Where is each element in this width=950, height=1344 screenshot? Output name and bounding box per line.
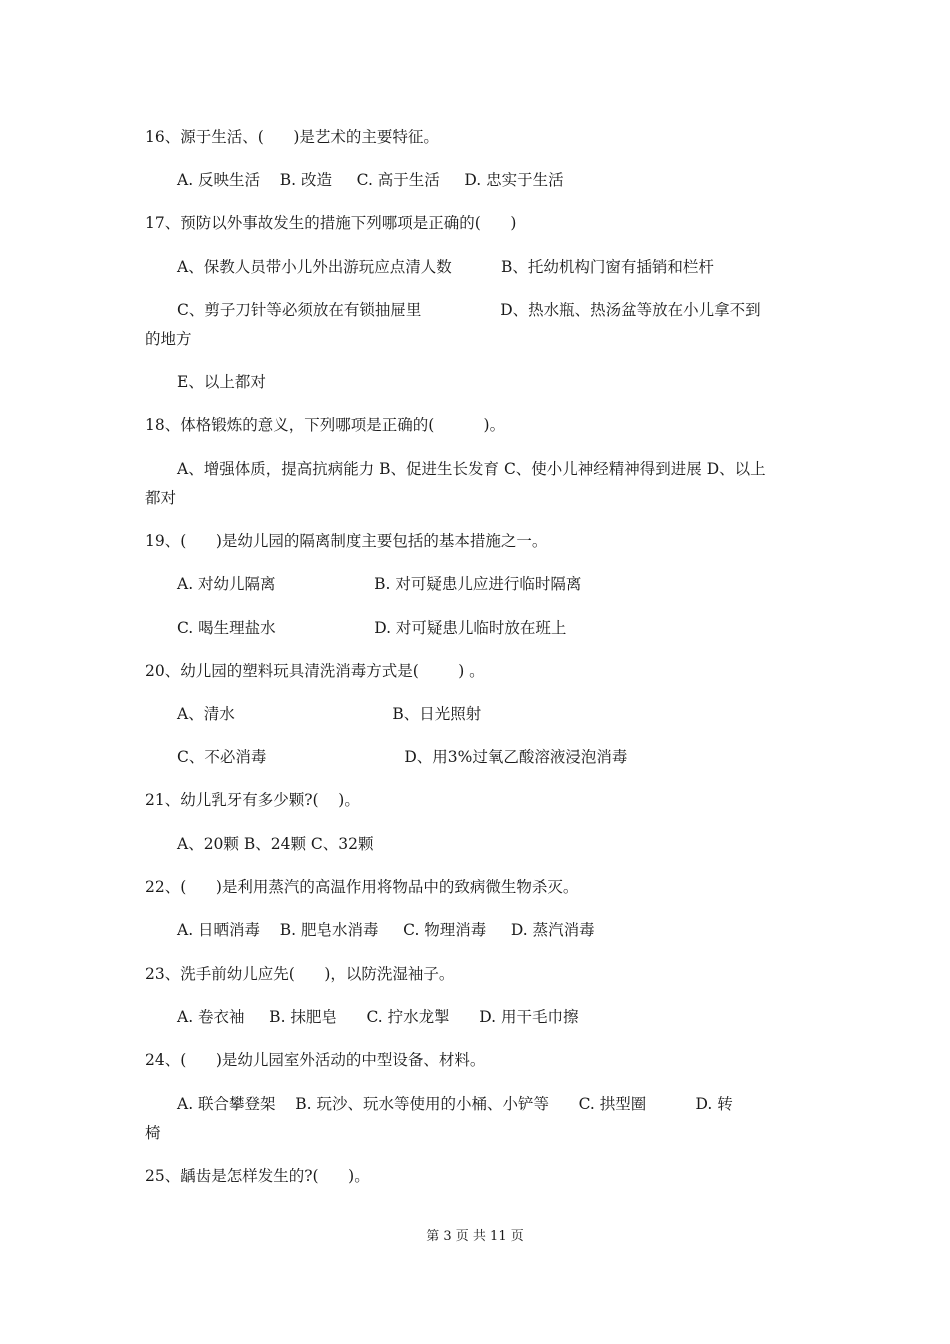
- question-22: 22、( )是利用蒸汽的高温作用将物品中的致病微生物杀灭。: [145, 878, 579, 896]
- question-20: 20、幼儿园的塑料玩具清洗消毒方式是( ) 。: [145, 662, 485, 680]
- question-17-options-cd-wrap: 的地方: [145, 330, 192, 348]
- question-16: 16、源于生活、( )是艺术的主要特征。: [145, 128, 439, 146]
- question-20-options-cd: C、不必消毒 D、用3%过氧乙酸溶液浸泡消毒: [177, 748, 628, 766]
- question-22-options: A. 日晒消毒 B. 肥皂水消毒 C. 物理消毒 D. 蒸汽消毒: [177, 921, 595, 939]
- question-19: 19、( )是幼儿园的隔离制度主要包括的基本措施之一。: [145, 532, 548, 550]
- question-16-options: A. 反映生活 B. 改造 C. 高于生活 D. 忠实于生活: [177, 171, 564, 189]
- question-18-options-wrap: 都对: [145, 489, 177, 507]
- question-18: 18、体格锻炼的意义，下列哪项是正确的( )。: [145, 416, 506, 434]
- question-19-options-ab: A. 对幼儿隔离 B. 对可疑患儿应进行临时隔离: [177, 575, 582, 593]
- question-23-options: A. 卷衣袖 B. 抹肥皂 C. 拧水龙掣 D. 用干毛巾擦: [177, 1008, 579, 1026]
- question-17-options-ab: A、保教人员带小儿外出游玩应点清人数 B、托幼机构门窗有插销和栏杆: [177, 258, 714, 276]
- question-17: 17、预防以外事故发生的措施下列哪项是正确的( ): [145, 214, 517, 232]
- question-21-options: A、20颗 B、24颗 C、32颗: [177, 835, 374, 853]
- question-20-options-ab: A、清水 B、日光照射: [177, 705, 482, 723]
- question-25: 25、龋齿是怎样发生的?( )。: [145, 1167, 370, 1185]
- question-19-options-cd: C. 喝生理盐水 D. 对可疑患儿临时放在班上: [177, 619, 567, 637]
- question-24: 24、( )是幼儿园室外活动的中型设备、材料。: [145, 1051, 486, 1069]
- question-17-options-cd: C、剪子刀针等必须放在有锁抽屉里 D、热水瓶、热汤盆等放在小儿拿不到: [177, 301, 761, 319]
- question-18-options: A、增强体质，提高抗病能力 B、促进生长发育 C、使小儿神经精神得到进展 D、以上: [177, 460, 766, 478]
- question-17-option-e: E、以上都对: [177, 373, 266, 391]
- question-24-options-wrap: 椅: [145, 1124, 161, 1142]
- question-24-options: A. 联合攀登架 B. 玩沙、玩水等使用的小桶、小铲等 C. 拱型圈 D. 转: [177, 1095, 733, 1113]
- page-footer: 第 3 页 共 11 页: [426, 1229, 524, 1244]
- question-23: 23、洗手前幼儿应先( )，以防洗湿袖子。: [145, 965, 455, 983]
- question-21: 21、幼儿乳牙有多少颗?( )。: [145, 791, 360, 809]
